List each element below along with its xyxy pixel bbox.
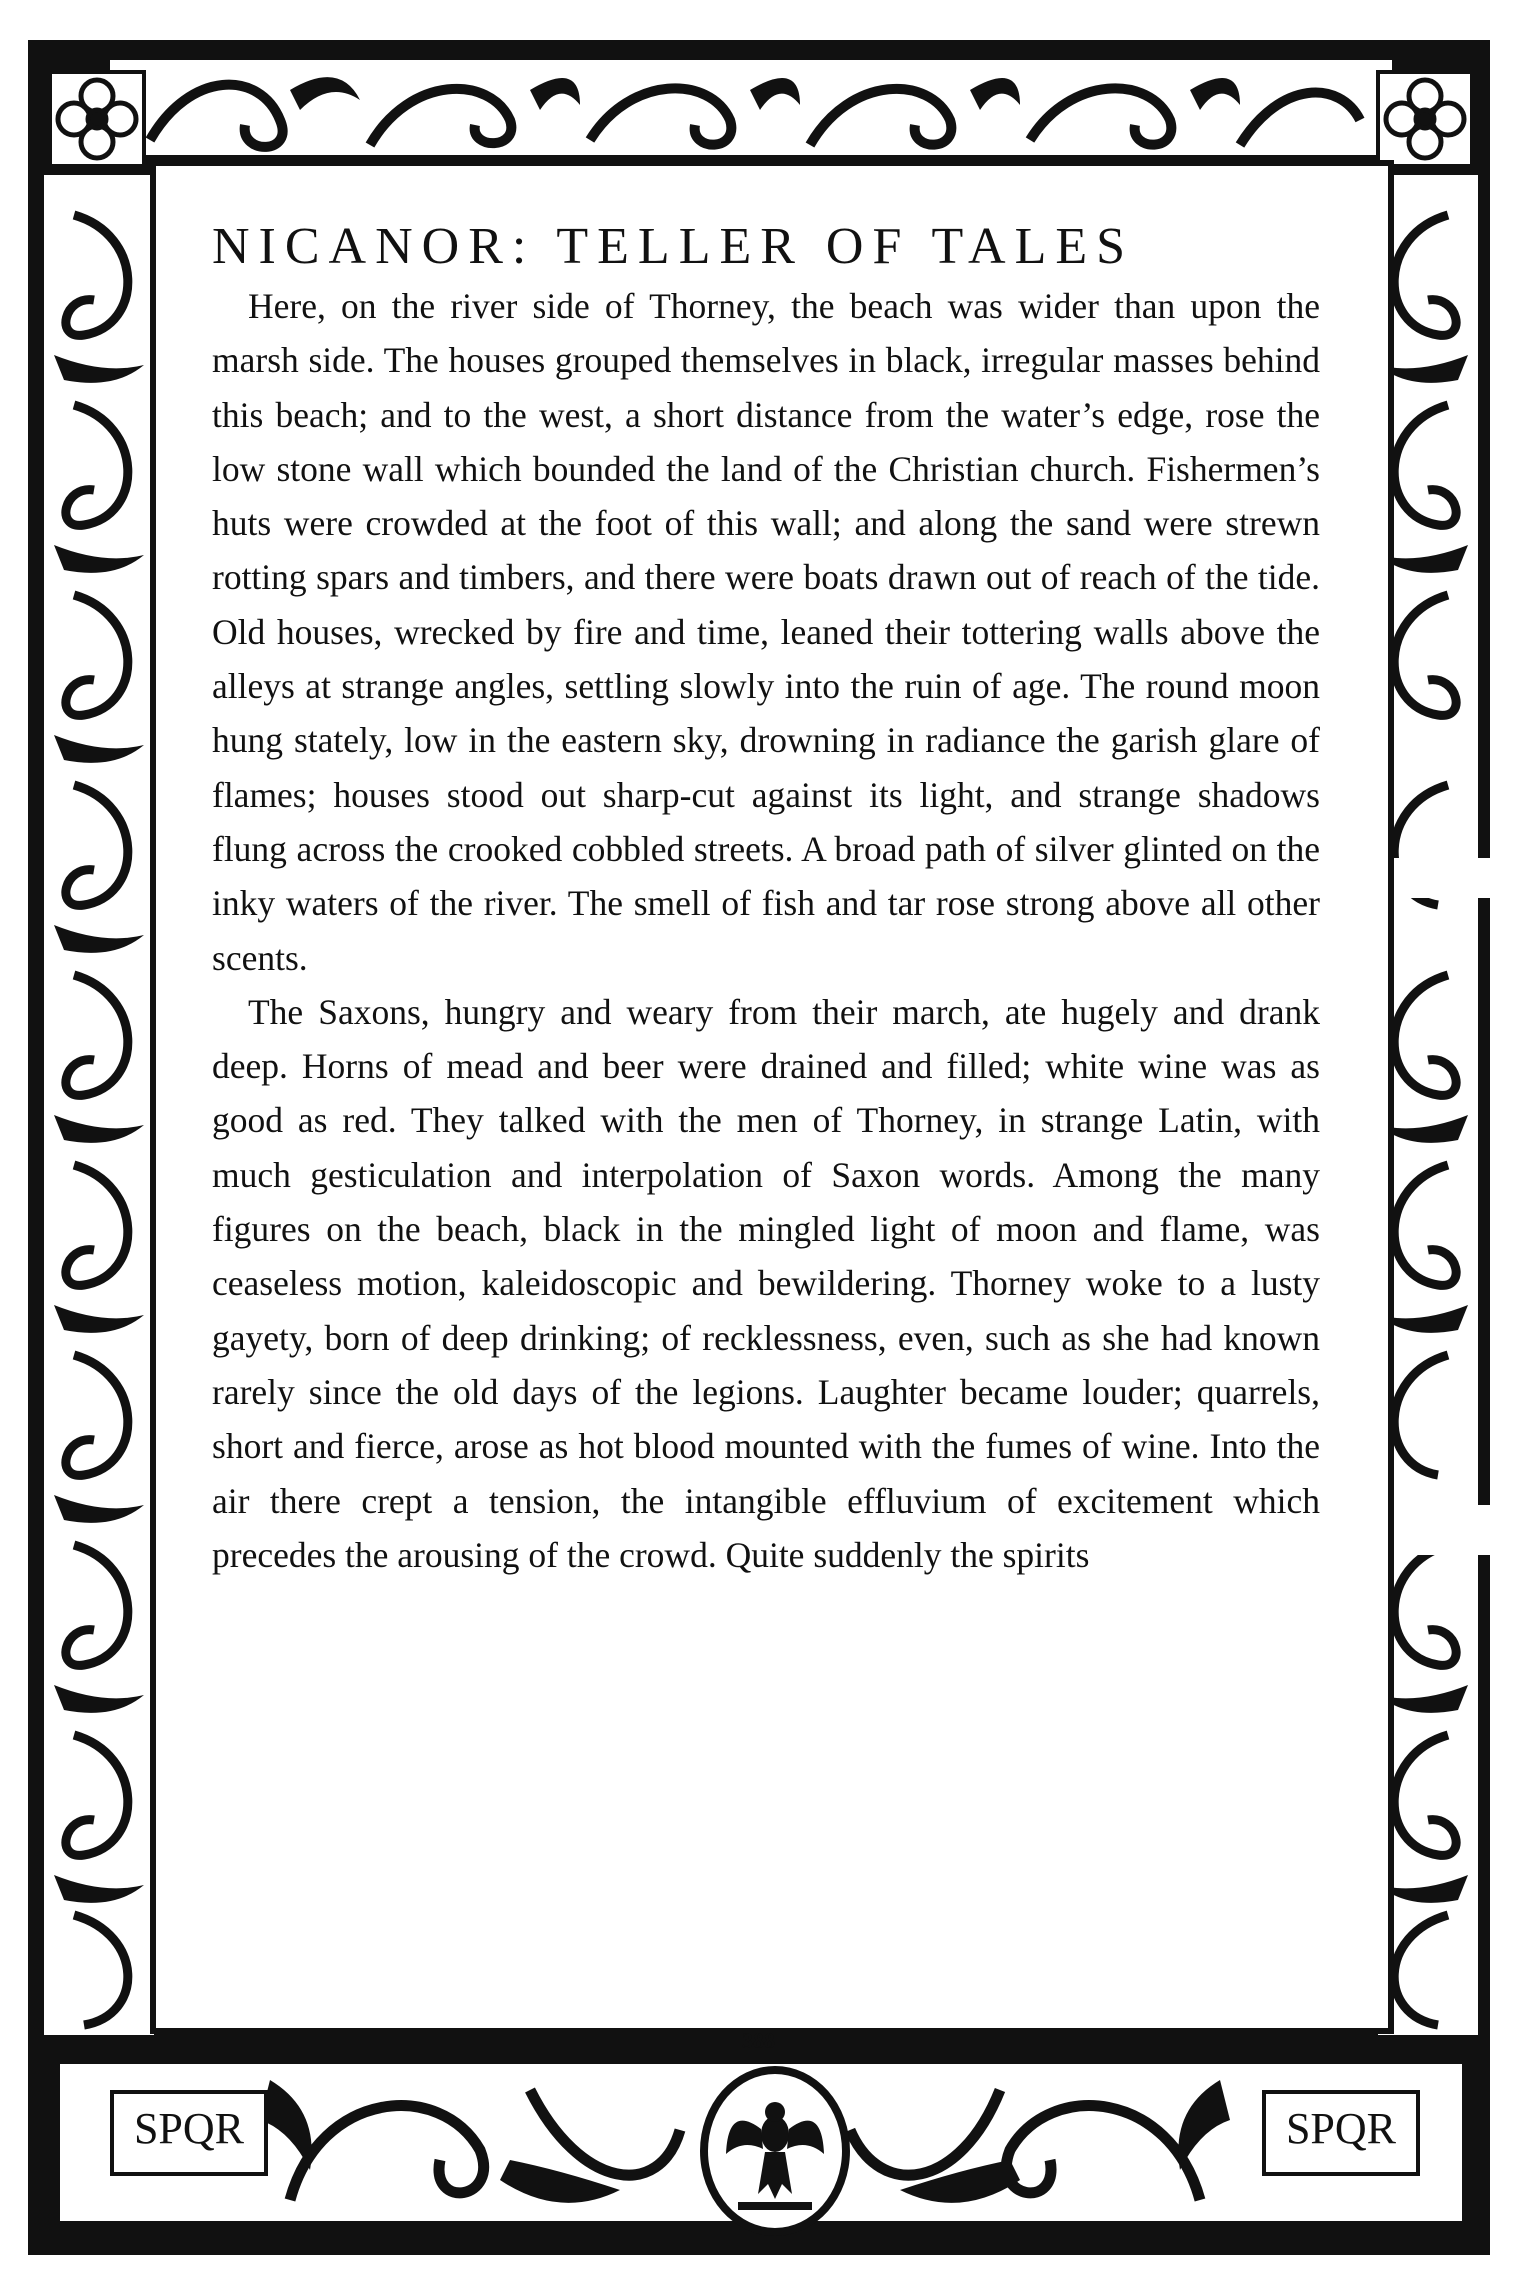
paragraph: The Saxons, hungry and weary from their march, ate hugely and drank deep. Horns of mead and beer were drained and filled; white wine was as good as red. They talked with the men of Thorney, in strange Latin, with much gesticulation and interpolation of Saxon words. Among the many figures on the beach, black in the mingled light of moon and flame, was ceaseless motion, kaleidoscopic and bewildering. Thorney woke to a lusty gayety, born of deep drinking; of recklessness, even, such as she had known rarely since the old days of the legions. Laughter became louder; quarrels, short and fierce, arose as hot blood mounted with the fumes of wine. Into the air there crept a tension, the intangible effluvium of excitement which precedes the arousing of the crowd. Quite suddenly the spirits xyxy=(212,991,1320,1575)
eagle-medallion xyxy=(700,2066,850,2236)
paragraph: Here, on the river side of Thorney, the beach was wider than upon the marsh side. The houses grouped themselves in black, irregular masses behind this beach; and to the west, a short distance from the water’s edge, rose the low stone wall which bounded the land of the Christian church. Fishermen’s huts were crowded at the foot of this wall; and along the sand were strewn rotting spars and timbers, and there were boats drawn out of reach of the tide. Old houses, wrecked by fire and time, leaned their tottering walls above the alleys at strange angles, settling slowly into the ruin of age. The round moon hung stately, low in the eastern sky, drowning in radiance the garish glare of flames; houses stood out sharp-cut against its light, and strange shadows flung across the crooked cobbled streets. A broad path of silver glinted on the inky waters of the river. The smell of fish and tar rose strong above all other scents. xyxy=(212,286,1320,978)
spqr-plaque-right: SPQR xyxy=(1262,2090,1420,2176)
flower-icon xyxy=(52,74,142,164)
border-gap xyxy=(1380,1505,1522,1555)
flower-icon xyxy=(1380,74,1470,164)
scroll-ornament-icon xyxy=(44,175,154,2035)
eagle-medallion-icon xyxy=(708,2074,842,2228)
page-number: 388 xyxy=(742,2028,775,2053)
spqr-plaque-left: SPQR xyxy=(110,2090,268,2176)
scroll-ornament-icon xyxy=(110,60,1392,170)
top-left-corner-flower xyxy=(48,70,146,168)
top-scroll-ornament xyxy=(110,60,1392,170)
chapter-title: NICANOR: TELLER OF TALES xyxy=(212,218,1135,275)
page-body xyxy=(212,215,1320,1582)
top-right-corner-flower xyxy=(1376,70,1474,168)
left-scroll-ornament xyxy=(44,175,154,2035)
